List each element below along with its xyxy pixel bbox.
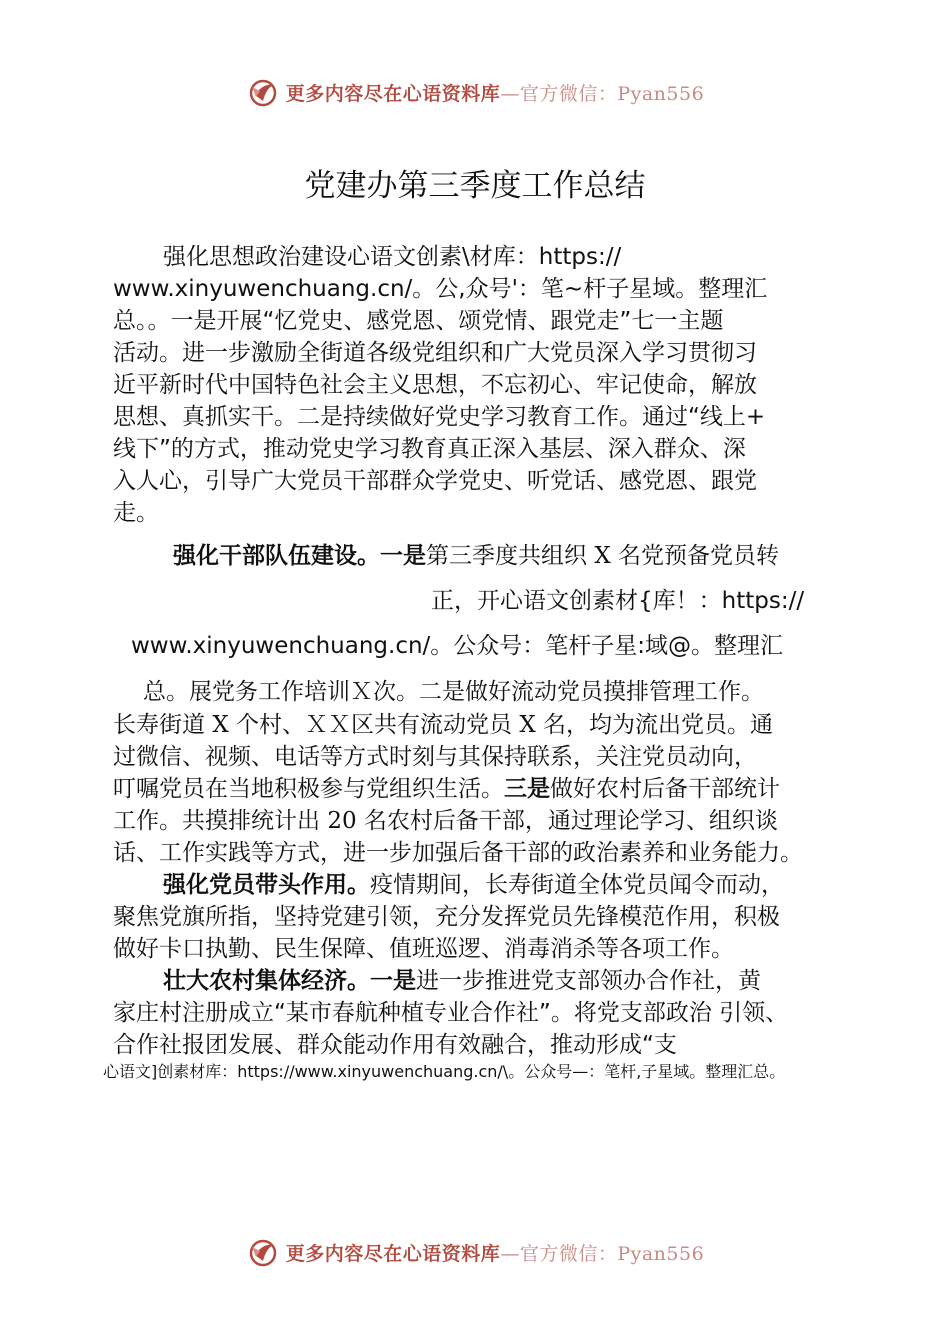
p4-heading: 壮大农村集体经济。 [163, 968, 370, 994]
footnote: 心语文]创素材库：https://www.xinyuwenchuang.cn/\。公众号—：笔杆,子星域。整理汇总。 [103, 1062, 786, 1081]
p2-line-9: 话、工作实践等方式，进一步加强后备干部的政治素养和业务能力。 [113, 840, 803, 866]
p1-line-8: 入人心，引导广大党员干部群众学党史、听党话、感党恩、跟党 [113, 468, 757, 494]
document-title: 党建办第三季度工作总结 [304, 168, 646, 204]
p4-line-1: 壮大农村集体经济。一是进一步推进党支部领办合作社，黄 [163, 968, 761, 994]
p1-line-1: 强化思想政治建设心语文创素\材库：https:// [163, 244, 622, 270]
p2-line-8: 工作。共摸排统计出 20 名农村后备干部，通过理论学习、组织谈 [113, 808, 778, 834]
p1-line-2: www.xinyuwenchuang.cn/。公,众号'：笔~杆子星域。整理汇 [113, 276, 768, 302]
logo-icon [246, 75, 280, 109]
footer-watermark [0, 1232, 950, 1272]
p3-line-3: 做好卡口执勤、民生保障、值班巡逻、消毒消杀等各项工作。 [113, 936, 734, 962]
p3-heading: 强化党员带头作用。 [163, 872, 370, 898]
footer-watermark-text: 更多内容尽在心语资料库—官方微信：Pyan556 [285, 1242, 705, 1265]
p1-line-6: 思想、真抓实干。二是持续做好党史学习教育工作。通过“线上+ [113, 404, 766, 430]
p2-heading: 强化干部队伍建设。 [173, 543, 380, 569]
p2-line-6: 过微信、视频、电话等方式时刻与其保持联系，关注党员动向， [113, 744, 757, 770]
p3-line-1: 强化党员带头作用。疫情期间，长寿街道全体党员闻令而动， [163, 872, 784, 898]
p4-line-3: 合作社报团发展、群众能动作用有效融合，推动形成“支 [113, 1032, 677, 1058]
logo-icon [246, 1235, 280, 1269]
p4-line-2: 家庄村注册成立“某市春航种植专业合作社”。将党支部政治 引领、 [113, 1000, 789, 1026]
p2-line-1: 强化干部队伍建设。一是第三季度共组织 X 名党预备党员转 [173, 543, 779, 569]
p2-line-4: 总。展党务工作培训Ｘ次。二是做好流动党员摸排管理工作。 [143, 679, 764, 705]
p1-line-3: 总。。一是开展“忆党史、感党恩、颂党情、跟党走”七一主题 [113, 308, 724, 334]
p1-line-5: 近平新时代中国特色社会主义思想，不忘初心、牢记使命，解放 [113, 372, 757, 398]
p1-line-7: 线下”的方式，推动党史学习教育真正深入基层、深入群众、深 [113, 436, 746, 462]
p3-line-2: 聚焦党旗所指，坚持党建引领，充分发挥党员先锋模范作用，积极 [113, 904, 780, 930]
header-watermark [0, 72, 950, 112]
header-watermark-text: 更多内容尽在心语资料库—官方微信：Pyan556 [285, 82, 705, 105]
p2-line-7: 叮嘱党员在当地积极参与党组织生活。三是做好农村后备干部统计 [113, 776, 780, 802]
p1-line-4: 活动。进一步激励全街道各级党组织和广大党员深入学习贯彻习 [113, 340, 757, 366]
p2-line-2: 正，开心语文创素材{库！：https:// [431, 588, 805, 614]
p2-line-5: 长寿街道 X 个村、ＸＸ区共有流动党员 X 名，均为流出党员。通 [113, 712, 773, 738]
p2-line-3: www.xinyuwenchuang.cn/。公众号：笔杆子星:域@。整理汇 [131, 633, 784, 659]
p1-line-9: 走。 [113, 500, 159, 526]
